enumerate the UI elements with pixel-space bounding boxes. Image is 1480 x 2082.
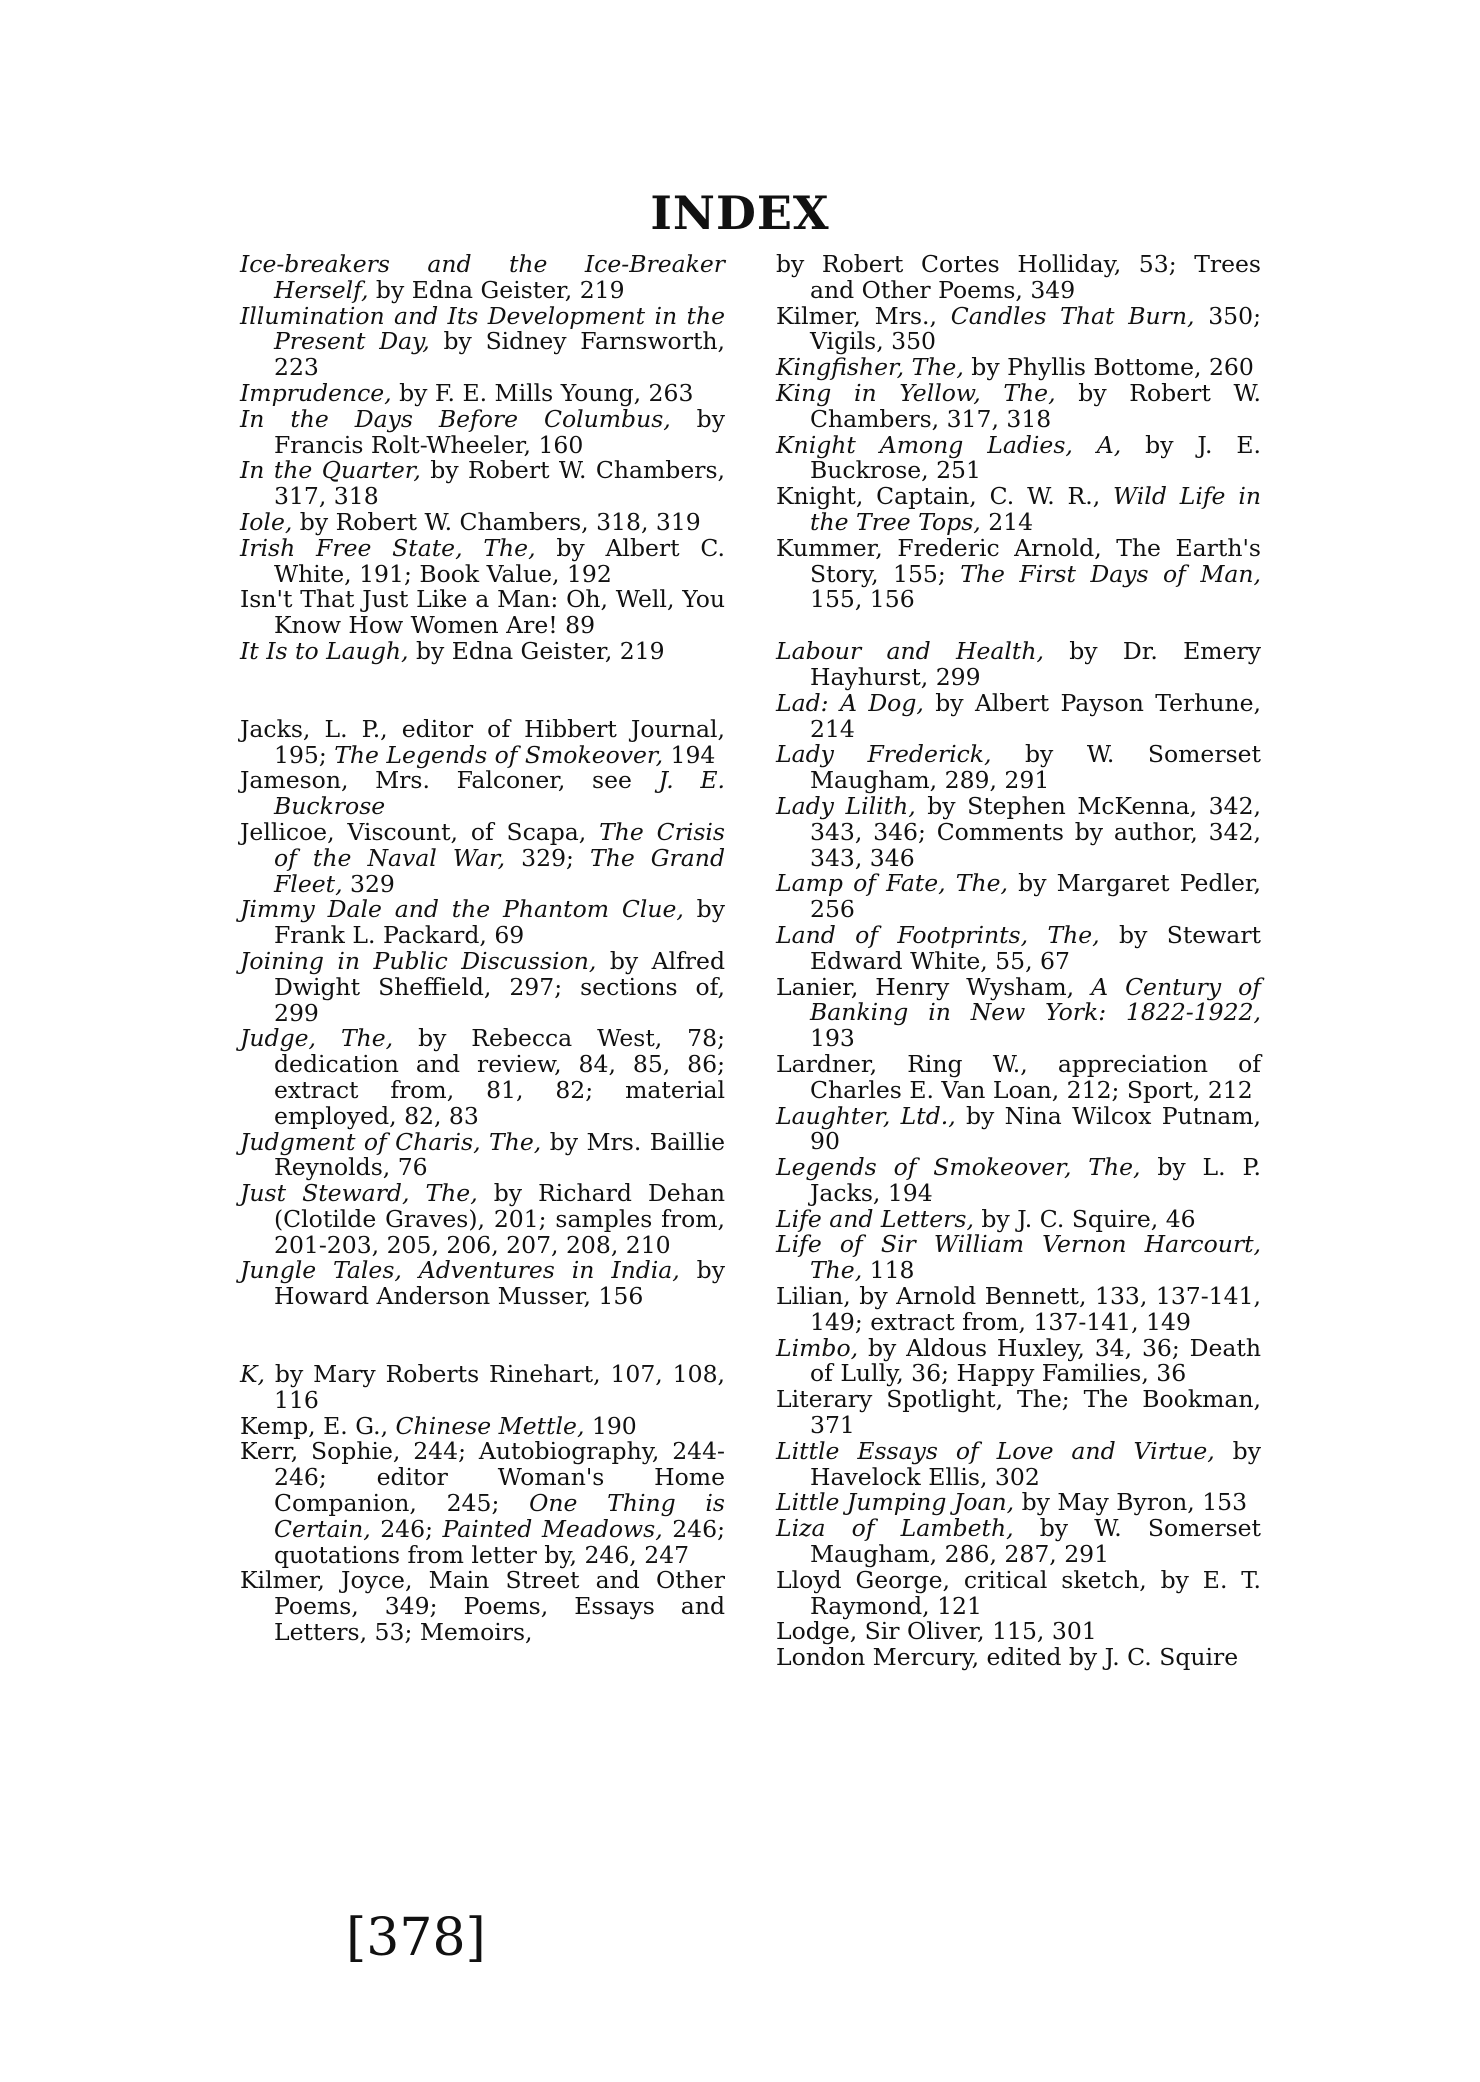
index-entry bbox=[776, 639, 1261, 691]
entry-text: Kilmer, Joyce, Main Street and Other Poems, 349; Poems, Essays and Letters, 53; Memoirs, bbox=[240, 1566, 725, 1647]
entry-title-italic: It Is to Laugh, bbox=[240, 636, 409, 665]
entry-title-italic: Joining in Public Discussion, bbox=[240, 946, 597, 975]
index-entry bbox=[240, 1568, 725, 1645]
entry-title-italic: Judgment of Charis, The, bbox=[240, 1127, 542, 1156]
entry-text: by Robert W. Chambers, 318, 319 bbox=[292, 507, 701, 536]
entry-title-italic: Ice-breakers and the Ice-Breaker Herself, bbox=[240, 250, 725, 304]
entry-title-italic: Life and Letters, bbox=[776, 1204, 974, 1233]
entry-title-italic: In the Days Before Columbus, bbox=[240, 404, 671, 433]
section-gap bbox=[776, 613, 1261, 639]
entry-title-italic: Wild Life in the Tree Tops, bbox=[810, 482, 1261, 536]
entry-text: Lodge, Sir Oliver, 115, 301 bbox=[776, 1617, 1097, 1646]
entry-title-italic: Lamp of Fate, The, bbox=[776, 869, 1008, 898]
entry-title-italic: Land of Footprints, The, bbox=[776, 920, 1100, 949]
entry-text: Literary Spotlight, The; The Bookman, 371 bbox=[776, 1385, 1261, 1440]
entry-text: Jameson, Mrs. Falconer, see bbox=[240, 766, 659, 795]
entry-title-italic: Little Essays of Love and Virtue, bbox=[776, 1436, 1215, 1465]
entry-title-italic: Jungle Tales, Adventures in India, bbox=[240, 1256, 680, 1285]
index-entry bbox=[776, 1645, 1261, 1671]
entry-text: by Robert Cortes Holliday, 53; Trees and Other Poems, 349 bbox=[776, 250, 1261, 304]
entry-text: by Stephen McKenna, 342, 343, 346; Comments by author, 342, 343, 346 bbox=[810, 791, 1261, 872]
entry-text: 193 bbox=[810, 1024, 855, 1053]
entry-text: by Robert W. Chambers, 317, 318 bbox=[274, 456, 725, 511]
entry-title-italic: Life of Sir William Vernon Harcourt, The, bbox=[776, 1230, 1261, 1285]
entry-title-italic: Imprudence, bbox=[240, 378, 392, 407]
section-gap bbox=[240, 1310, 725, 1362]
index-entry bbox=[240, 1127, 726, 1182]
section-gap bbox=[240, 665, 725, 717]
entry-text: 329 bbox=[342, 869, 395, 898]
entry-title-italic: Lad: A Dog, bbox=[776, 688, 924, 717]
entry-text: Lardner, Ring W., appreciation of Charles E. Van Loan, 212; Sport, 212 bbox=[776, 1049, 1261, 1104]
entry-title-italic: One Thing is Certain, bbox=[274, 1489, 725, 1543]
entry-title-italic: Candles That Burn, bbox=[950, 301, 1195, 330]
entry-text: by Alfred Dwight Sheffield, 297; sections of, 299 bbox=[274, 946, 725, 1027]
entry-text: Kerr, Sophie, 244; Autobiography, 244-246; editor Woman's Home Companion, 245; bbox=[240, 1437, 725, 1518]
entry-text: by F. E. Mills Young, 263 bbox=[391, 378, 694, 407]
entry-text: Kummer, Frederic Arnold, The Earth's Story, 155; bbox=[776, 533, 1261, 588]
index-entry bbox=[240, 1026, 725, 1129]
entry-text: by L. P. Jacks, 194 bbox=[810, 1153, 1262, 1207]
index-entry bbox=[776, 791, 1261, 872]
entry-title-italic: Irish Free State, The, bbox=[240, 533, 536, 562]
entry-title-italic: Labour and Health, bbox=[776, 637, 1044, 666]
entry-title-italic: Jimmy Dale and the Phantom Clue, bbox=[240, 895, 684, 924]
index-entry bbox=[776, 1204, 1261, 1233]
index-entry bbox=[240, 587, 725, 639]
index-entry bbox=[776, 533, 1261, 614]
entry-title-italic: The Crisis of the Naval War, bbox=[274, 817, 725, 872]
entry-title-italic: Iole, bbox=[240, 507, 293, 536]
entry-text: 246; bbox=[370, 1514, 443, 1543]
entry-title-italic: Just Steward, The, bbox=[240, 1179, 478, 1208]
entry-text: Lanier, Henry Wysham, bbox=[776, 972, 1092, 1001]
entry-text: by Albert C. White, 191; Book Value, 192 bbox=[274, 533, 725, 588]
index-entry bbox=[240, 404, 725, 459]
entry-text: 190 bbox=[584, 1411, 637, 1440]
entry-title-italic: The First Days of Man, bbox=[960, 559, 1261, 588]
entry-text: by Mrs. Baillie Reynolds, 76 bbox=[274, 1127, 726, 1182]
entry-title-italic: Lady Frederick, bbox=[776, 740, 992, 769]
entry-title-italic: Little Jumping Joan, bbox=[776, 1488, 1015, 1517]
index-entry bbox=[240, 378, 725, 407]
index-entry bbox=[240, 533, 725, 588]
entry-text: by Mary Roberts Rinehart, 107, 108, 116 bbox=[265, 1360, 725, 1414]
index-entry bbox=[240, 946, 725, 1027]
index-entry bbox=[240, 1439, 725, 1568]
index-entry bbox=[240, 714, 725, 769]
entry-text: Knight, Captain, C. W. R., bbox=[776, 482, 1114, 511]
entry-text: by W. Somerset Maugham, 289, 291 bbox=[810, 740, 1261, 795]
entry-text: by May Byron, 153 bbox=[1014, 1488, 1248, 1517]
index-entry bbox=[776, 1619, 1261, 1645]
entry-text: by Robert W. Chambers, 317, 318 bbox=[810, 378, 1262, 433]
entry-text: by Aldous Huxley, 34, 36; Death of Lully, 36; Happy Families, 36 bbox=[810, 1333, 1261, 1388]
entry-text: by Albert Payson Terhune, 214 bbox=[810, 688, 1261, 743]
entry-title-italic: In the Quarter, bbox=[240, 456, 421, 485]
index-entry bbox=[240, 817, 725, 898]
entry-text: by Nina Wilcox Putnam, 90 bbox=[810, 1101, 1261, 1156]
index-entry bbox=[776, 1516, 1261, 1568]
index-entry bbox=[776, 1284, 1261, 1336]
entry-title-italic: Knight Among Ladies, A, bbox=[776, 430, 1122, 459]
entry-text: by Howard Anderson Musser, 156 bbox=[274, 1256, 725, 1311]
entry-title-italic: Chinese Mettle, bbox=[395, 1411, 585, 1440]
entry-text: 246; quotations from letter by, 246, 247 bbox=[274, 1514, 725, 1569]
entry-text: 194 bbox=[663, 740, 716, 769]
entry-title-italic: K, bbox=[240, 1360, 266, 1389]
entry-text: Isn't That Just Like a Man: Oh, Well, You Know How Women Are! 89 bbox=[240, 585, 725, 640]
entry-text: by Rebecca West, 78; dedication and review, 84, 85, 86; extract from, 81, 82; material employed, 82, 83 bbox=[274, 1024, 725, 1130]
index-entry bbox=[776, 1101, 1261, 1156]
index-entry bbox=[240, 897, 725, 949]
index-entry bbox=[240, 301, 725, 382]
index-entry bbox=[240, 1258, 725, 1310]
index-entry bbox=[240, 252, 725, 304]
entry-text: Kilmer, Mrs., bbox=[776, 301, 951, 330]
entry-title-italic: A Century of Banking in New York: 1822-1922, bbox=[810, 972, 1261, 1027]
index-entry bbox=[240, 636, 725, 665]
entry-title-italic: Illumination and Its Development in the Present Day, bbox=[240, 301, 725, 356]
index-entry bbox=[776, 378, 1262, 433]
entry-text: by Dr. Emery Hayhurst, 299 bbox=[810, 637, 1261, 691]
index-entry bbox=[240, 458, 725, 510]
entry-text: by Stewart Edward White, 55, 67 bbox=[810, 920, 1261, 975]
entry-text: 118 bbox=[862, 1256, 915, 1285]
entry-title-italic: Judge, The, bbox=[240, 1024, 394, 1053]
index-entry bbox=[776, 1155, 1261, 1207]
index-entry bbox=[240, 768, 725, 820]
entry-text: Jacks, L. P., editor of Hibbert Journal, 195; bbox=[240, 714, 725, 769]
entry-text: by Francis Rolt-Wheeler, 160 bbox=[274, 404, 725, 459]
entry-text: Lilian, by Arnold Bennett, 133, 137-141, 149; extract from, 137-141, 149 bbox=[776, 1282, 1261, 1336]
entry-text: Jellicoe, Viscount, of Scapa, bbox=[240, 817, 600, 846]
index-entry bbox=[240, 1362, 725, 1414]
entry-title-italic: King in Yellow, The, bbox=[776, 378, 1056, 407]
entry-text: by Phyllis Bottome, 260 bbox=[963, 353, 1254, 382]
entry-text: by Havelock Ellis, 302 bbox=[810, 1436, 1261, 1491]
entry-text: London Mercury, edited by J. C. Squire bbox=[776, 1643, 1239, 1672]
entry-text: by Frank L. Packard, 69 bbox=[274, 895, 725, 950]
entry-text: 329; bbox=[505, 843, 591, 872]
index-entry bbox=[776, 871, 1261, 923]
entry-title-italic: Laughter, Ltd., bbox=[776, 1101, 956, 1130]
entry-title-italic: Liza of Lambeth, bbox=[776, 1514, 1014, 1543]
entry-text: by Richard Dehan (Clotilde Graves), 201; samples from, 201-203, 205, 206, 207, 208, 210 bbox=[274, 1179, 725, 1259]
entry-text: by J. C. Squire, 46 bbox=[973, 1204, 1196, 1233]
index-entry bbox=[776, 301, 1261, 356]
entry-title-italic: J. E. Buckrose bbox=[274, 766, 725, 821]
entry-title-italic: Painted Meadows, bbox=[442, 1514, 663, 1543]
entry-title-italic: Limbo, bbox=[776, 1333, 859, 1362]
index-column-left bbox=[240, 252, 725, 1646]
entry-text: by Edna Geister, 219 bbox=[368, 275, 625, 304]
entry-text: by W. Somerset Maugham, 286, 287, 291 bbox=[810, 1514, 1262, 1569]
index-entry bbox=[776, 1333, 1261, 1388]
index-entry bbox=[776, 972, 1261, 1053]
entry-title-italic: The Grand Fleet, bbox=[274, 843, 725, 898]
index-entry bbox=[776, 252, 1261, 304]
index-entry bbox=[240, 507, 725, 536]
index-entry bbox=[776, 1232, 1261, 1284]
entry-title-italic: Lady Lilith, bbox=[776, 791, 916, 820]
index-entry bbox=[776, 355, 1261, 381]
index-entry bbox=[776, 920, 1261, 975]
entry-text: 155, 156 bbox=[810, 585, 915, 614]
index-entry bbox=[240, 1181, 725, 1258]
entry-text: Kemp, E. G., bbox=[240, 1411, 396, 1440]
entry-title-italic: The Legends of Smokeover, bbox=[334, 740, 664, 769]
entry-text: by Sidney Farnsworth, 223 bbox=[274, 327, 725, 382]
entry-text: 350; Vigils, 350 bbox=[810, 301, 1261, 356]
entry-text: 214 bbox=[980, 507, 1034, 536]
index-entry bbox=[776, 688, 1261, 743]
index-column-right bbox=[776, 252, 1261, 1671]
index-entry bbox=[776, 1387, 1261, 1439]
entry-text: by Margaret Pedler, 256 bbox=[810, 869, 1261, 924]
page-number: [378] bbox=[346, 1908, 486, 1968]
index-entry bbox=[776, 1490, 1261, 1516]
entry-text: by Edna Geister, 219 bbox=[408, 636, 665, 665]
index-entry bbox=[776, 1436, 1261, 1491]
index-entry bbox=[240, 1411, 725, 1440]
index-entry bbox=[776, 1049, 1261, 1104]
entry-text: Lloyd George, critical sketch, by E. T. Raymond, 121 bbox=[776, 1565, 1261, 1620]
entry-title-italic: Legends of Smokeover, The, bbox=[776, 1153, 1141, 1182]
index-entry bbox=[776, 484, 1261, 536]
entry-text: by J. E. Buckrose, 251 bbox=[810, 430, 1262, 485]
page-title: INDEX bbox=[650, 186, 830, 240]
index-entry bbox=[776, 1565, 1261, 1620]
index-entry bbox=[776, 430, 1262, 485]
entry-title-italic: Kingfisher, The, bbox=[776, 353, 964, 382]
index-entry bbox=[776, 742, 1261, 794]
